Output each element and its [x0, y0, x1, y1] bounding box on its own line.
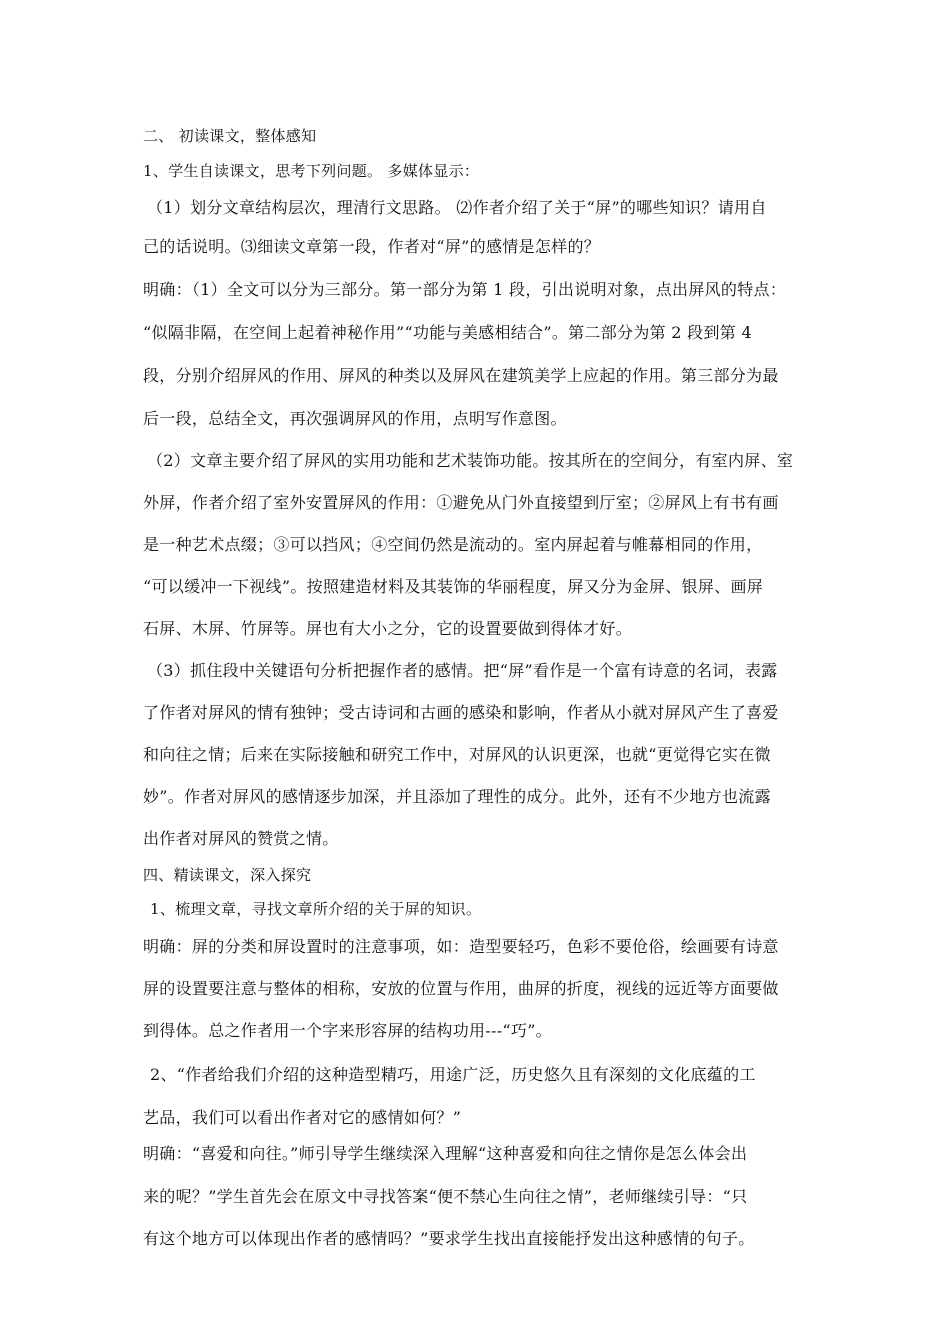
text-line: 了作者对屏风的情有独钟；受古诗词和古画的感染和影响，作者从小就对屏风产生了喜爱 [143, 703, 779, 722]
text-line: 出作者对屏风的赞赏之情。 [143, 829, 339, 848]
section-heading-2: 二、 初读课文，整体感知 [143, 127, 317, 145]
text-line: 己的话说明。⑶细读文章第一段，作者对“屏”的感情是怎样的？ [143, 237, 601, 256]
text-line: 是一种艺术点缀；③可以挡风；④空间仍然是流动的。室内屏起着与帷幕相同的作用， [143, 535, 763, 554]
text-line: 屏的设置要注意与整体的相称，安放的位置与作用，曲屏的折度，视线的远近等方面要做 [143, 979, 779, 998]
text-line: 明确：屏的分类和屏设置时的注意事项，如：造型要轻巧，色彩不要伧俗，绘画要有诗意 [143, 937, 779, 956]
text-line: （2）文章主要介绍了屏风的实用功能和艺术装饰功能。按其所在的空间分，有室内屏、室 [147, 451, 794, 470]
text-line: 明确：（1）全文可以分为三部分。第一部分为第 1 段，引出说明对象，点出屏风的特点： [143, 280, 787, 299]
text-line: 1、学生自读课文，思考下列问题。 多媒体显示： [143, 162, 480, 180]
text-line: 和向往之情；后来在实际接触和研究工作中，对屏风的认识更深，也就“更觉得它实在微 [143, 745, 771, 764]
text-line: 妙”。作者对屏风的感情逐步加深，并且添加了理性的成分。此外，还有不少地方也流露 [143, 787, 771, 806]
text-line: “似隔非隔，在空间上起着神秘作用”“功能与美感相结合”。第二部分为第 2 段到第 4 [143, 323, 752, 342]
text-line: “可以缓冲一下视线”。按照建造材料及其装饰的华丽程度，屏又分为金屏、银屏、画屏 [143, 577, 764, 596]
text-line: （3）抓住段中关键语句分析把握作者的感情。把“屏”看作是一个富有诗意的名词，表露 [147, 661, 778, 680]
text-line: 1、梳理文章，寻找文章所介绍的关于屏的知识。 [150, 900, 482, 918]
text-line: 外屏，作者介绍了室外安置屏风的作用：①避免从门外直接望到厅室；②屏风上有书有画 [143, 493, 779, 512]
text-line: 来的呢？”学生首先会在原文中寻找答案“便不禁心生向往之情”，老师继续引导：“只 [143, 1187, 748, 1206]
text-line: 后一段，总结全文，再次强调屏风的作用，点明写作意图。 [143, 409, 567, 428]
text-line: （1）划分文章结构层次，理清行文思路。 ⑵作者介绍了关于“屏”的哪些知识？请用自 [147, 198, 767, 217]
text-line: 2、“作者给我们介绍的这种造型精巧，用途广泛，历史悠久且有深刻的文化底蕴的工 [150, 1065, 756, 1084]
text-line: 到得体。总之作者用一个字来形容屏的结构功用---“巧”。 [143, 1021, 552, 1040]
text-line: 明确：“喜爱和向往。”师引导学生继续深入理解“这种喜爱和向往之情你是怎么体会出 [143, 1144, 748, 1163]
text-line: 艺品，我们可以看出作者对它的感情如何？” [143, 1108, 462, 1127]
text-line: 有这个地方可以体现出作者的感情吗？”要求学生找出直接能抒发出这种感情的句子。 [143, 1229, 755, 1248]
section-heading-4: 四、精读课文，深入探究 [143, 866, 312, 884]
text-line: 石屏、木屏、竹屏等。屏也有大小之分，它的设置要做到得体才好。 [143, 619, 633, 638]
text-line: 段，分别介绍屏风的作用、屏风的种类以及屏风在建筑美学上应起的作用。第三部分为最 [143, 366, 779, 385]
